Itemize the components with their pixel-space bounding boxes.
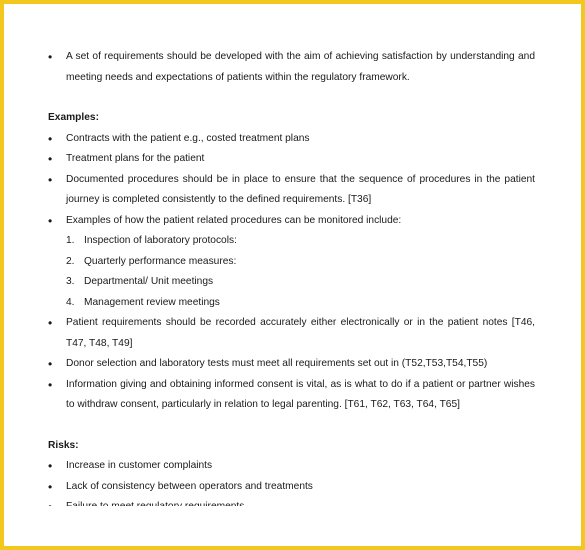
monitoring-item bbox=[4, 252, 581, 273]
risks-heading: Risks: bbox=[48, 439, 79, 451]
monitoring-item bbox=[4, 293, 581, 314]
list-number: 2. bbox=[66, 255, 75, 267]
example-item: • Treatment plans for the patient bbox=[4, 149, 581, 170]
example-item: • Information giving and obtaining informed consent is vital, as is what to do if a patient or partner wishes to withdraw consent, particularly in relation to legal parenting. [T61, T62, T63, T64, T65] bbox=[4, 375, 581, 416]
document-page bbox=[4, 4, 581, 546]
example-item: • Documented procedures should be in place to ensure that the sequence of procedures in the patient journey is completed consistently to the defined requirements. [T36] bbox=[4, 170, 581, 211]
risk-item: • Increase in customer complaints bbox=[4, 456, 581, 477]
list-number: 1. bbox=[66, 235, 75, 246]
examples-heading: Examples: bbox=[48, 112, 99, 123]
list-text: Departmental/ Unit meetings bbox=[84, 276, 214, 287]
example-item: • Patient requirements should be recorded accurately either electronically or in the patient notes [T46, T47, T48, T49] bbox=[4, 313, 581, 354]
page-crop-edge bbox=[4, 506, 581, 546]
list-text: Quarterly performance measures: bbox=[84, 255, 237, 267]
risk-item: • Lack of consistency between operators and treatments bbox=[4, 477, 581, 498]
list-number: 3. bbox=[66, 276, 75, 287]
intro-bullet: • A set of requirements should be developed with the aim of achieving satisfaction by understanding and meeting needs and expectations of patients within the regulatory framework. bbox=[4, 47, 581, 88]
example-item: • Examples of how the patient related procedures can be monitored include: bbox=[4, 211, 581, 232]
list-number: 4. bbox=[66, 296, 75, 308]
monitoring-item bbox=[4, 272, 581, 293]
example-item: • Contracts with the patient e.g., costed treatment plans bbox=[4, 129, 581, 150]
document-content bbox=[4, 47, 581, 518]
list-text: Management review meetings bbox=[84, 296, 220, 308]
example-item: • Donor selection and laboratory tests must meet all requirements set out in (T52,T53,T54,T55) bbox=[4, 354, 581, 375]
list-text: Inspection of laboratory protocols: bbox=[84, 235, 237, 246]
monitoring-item bbox=[4, 231, 581, 252]
